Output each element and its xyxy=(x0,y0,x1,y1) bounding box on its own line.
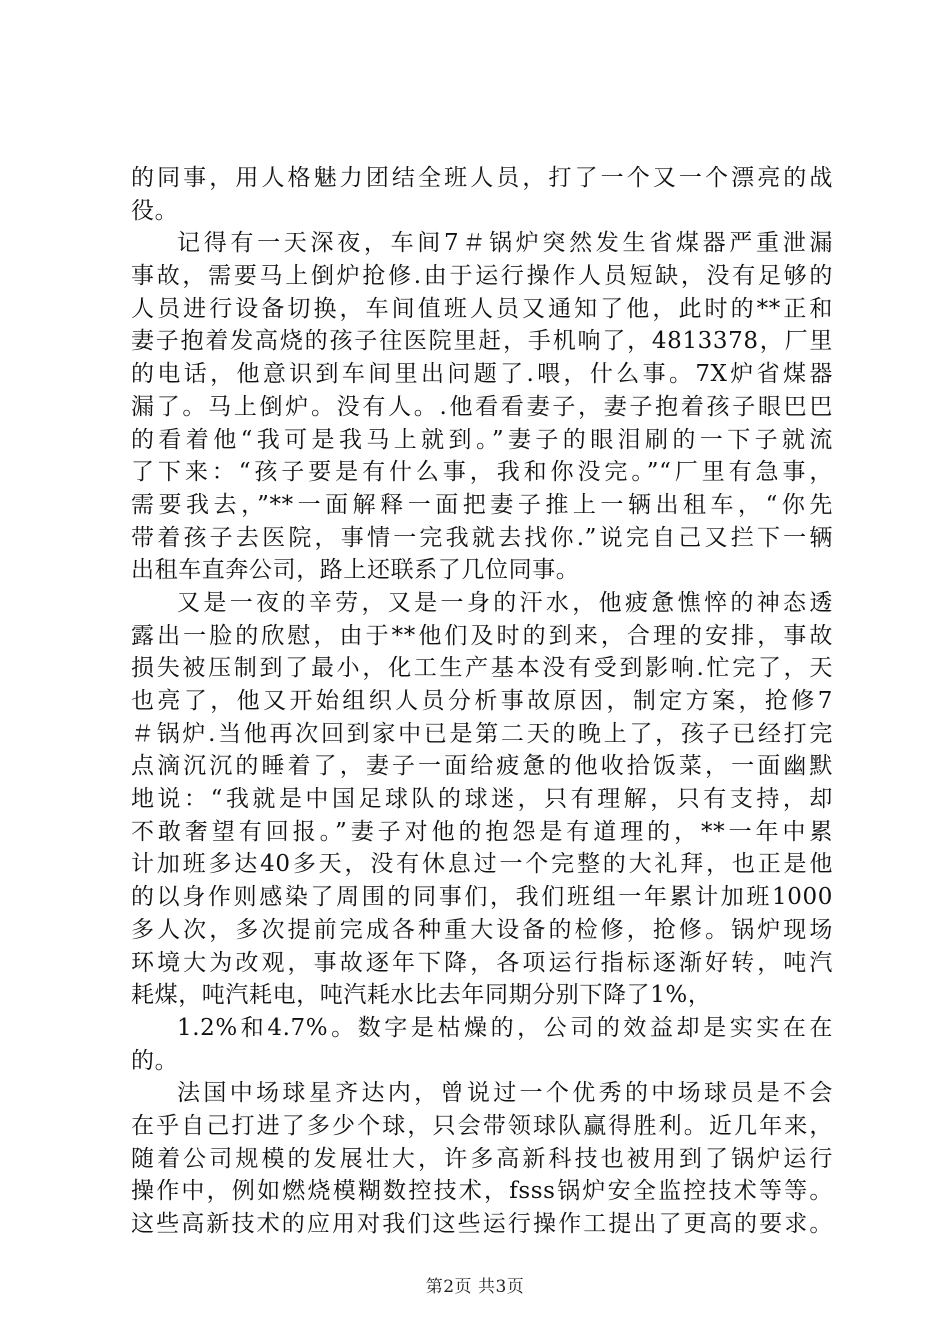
text-line: 损失被压制到了最小，化工生产基本没有受到影响.忙完了，天 xyxy=(131,655,833,682)
text-line: 的电话，他意识到车间里出问题了.喂，什么事。7X炉省煤器 xyxy=(131,361,833,388)
text-line: 操作中，例如燃烧模糊数控技术，fsss锅炉安全监控技术等等。 xyxy=(131,1178,833,1205)
page-number-footer: 第2页 共3页 xyxy=(425,1277,525,1297)
text-line: 随着公司规模的发展壮大，许多高新科技也被用到了锅炉运行 xyxy=(131,1145,833,1172)
text-line: 了下来：“孩子要是有什么事，我和你没完。”“厂里有急事， xyxy=(131,459,833,486)
text-line: 带着孩子去医院，事情一完我就去找你.”说完自己又拦下一辆 xyxy=(131,524,833,551)
text-line: 出租车直奔公司，路上还联系了几位同事。 xyxy=(131,557,580,584)
text-line: 地说：“我就是中国足球队的球迷，只有理解，只有支持，却 xyxy=(131,786,833,813)
text-line: 的。 xyxy=(131,1047,179,1074)
text-line: 不敢奢望有回报。”妻子对他的抱怨是有道理的，**一年中累 xyxy=(131,818,833,845)
text-line: ＃锅炉.当他再次回到家中已是第二天的晚上了，孩子已经打完 xyxy=(131,720,833,747)
text-line: 的看着他“我可是我马上就到。”妻子的眼泪刷的一下子就流 xyxy=(131,426,833,453)
text-line: 这些高新技术的应用对我们这些运行操作工提出了更高的要求。 xyxy=(131,1211,833,1237)
text-line: 妻子抱着发高烧的孩子往医院里赶，手机响了，4813378，厂里 xyxy=(131,328,833,355)
paragraph-start-line: 法国中场球星齐达内，曾说过一个优秀的中场球员是不会 xyxy=(177,1080,833,1107)
text-line: 露出一脸的欣慰，由于**他们及时的到来，合理的安排，事故 xyxy=(131,622,833,649)
text-line: 也亮了，他又开始组织人员分析事故原因，制定方案，抢修7 xyxy=(131,688,833,714)
text-line: 点滴沉沉的睡着了，妻子一面给疲惫的他收拾饭菜，一面幽默 xyxy=(131,753,833,780)
text-line: 漏了。马上倒炉。没有人。.他看看妻子，妻子抱着孩子眼巴巴 xyxy=(131,393,833,420)
text-line: 多人次，多次提前完成各种重大设备的检修，抢修。锅炉现场 xyxy=(131,916,833,943)
text-line: 的以身作则感染了周围的同事们，我们班组一年累计加班1000 xyxy=(131,884,833,911)
text-line: 需要我去，”**一面解释一面把妻子推上一辆出租车，“你先 xyxy=(131,491,833,518)
paragraph-start-line: 又是一夜的辛劳，又是一身的汗水，他疲惫憔悴的神态透 xyxy=(177,589,833,616)
text-line: 耗煤，吨汽耗电，吨汽耗水比去年同期分别下降了1%， xyxy=(131,982,712,1009)
text-line: 1.2%和4.7%。数字是枯燥的，公司的效益却是实实在在 xyxy=(177,1014,833,1041)
text-line: 计加班多达40多天，没有休息过一个完整的大礼拜，也正是他 xyxy=(131,851,833,878)
text-line: 的同事，用人格魅力团结全班人员，打了一个又一个漂亮的战 xyxy=(131,165,833,191)
text-line: 役。 xyxy=(131,197,179,224)
paragraph-start-line: 记得有一天深夜，车间7＃锅炉突然发生省煤器严重泄漏 xyxy=(177,230,833,257)
text-line: 事故，需要马上倒炉抢修.由于运行操作人员短缺，没有足够的 xyxy=(131,263,833,290)
text-line: 人员进行设备切换，车间值班人员又通知了他，此时的**正和 xyxy=(131,295,833,322)
text-line: 在乎自己打进了多少个球，只会带领球队赢得胜利。近几年来， xyxy=(131,1112,833,1139)
document-body xyxy=(131,162,833,1241)
text-line: 环境大为改观，事故逐年下降，各项运行指标逐渐好转，吨汽 xyxy=(131,949,833,976)
